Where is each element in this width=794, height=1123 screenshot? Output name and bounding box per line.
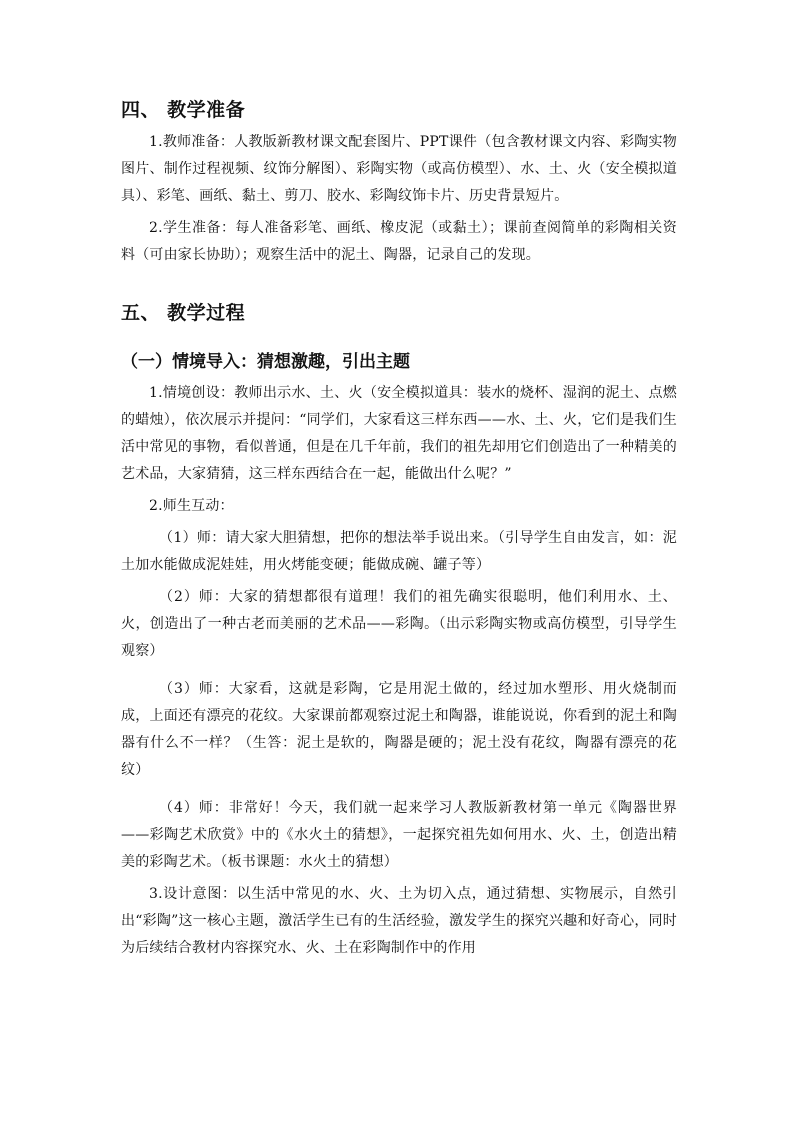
paragraph-scenario-creation: 1.情境创设：教师出示水、土、火（安全模拟道具：装水的烧杯、湿润的泥土、点燃的蜡烛），依次展示并提问：“同学们，大家看这三样东西——水、土、火，它们是我们生活中常见的事物，看似普通，但是在几千年前，我们的祖先却用它们创造出了一种精美的艺术品，大家猜猜，这三样东西结合在一起，能做出什么呢？” [121,385,677,482]
paragraph-interaction-label: 2.师生互动： [149,498,234,514]
paragraph-student-preparation: 2.学生准备：每人准备彩笔、画纸、橡皮泥（或黏土）；课前查阅简单的彩陶相关资料（可由家长协助）；观察生活中的泥土、陶器，记录自己的发现。 [121,220,677,263]
section-heading-teaching-process: 五、 教学过程 [121,302,246,324]
paragraph-teacher-preparation: 1.教师准备：人教版新教材课文配套图片、PPT课件（包含教材课文内容、彩陶实物图片、制作过程视频、纹饰分解图）、彩陶实物（或高仿模型）、水、土、火（安全模拟道具）、彩笔、画纸、黏土、剪刀、胶水、彩陶纹饰卡片、历史背景短片。 [121,134,677,204]
paragraph-interaction-1: （1）师：请大家大胆猜想，把你的想法举手说出来。（引导学生自由发言，如：泥土加水能做成泥娃娃，用火烤能变硬；能做成碗、罐子等） [121,530,677,573]
paragraph-interaction-4: （4）师：非常好！今天，我们就一起来学习人教版新教材第一单元《陶器世界——彩陶艺术欣赏》中的《水火土的猜想》，一起探究祖先如何用水、火、土，创造出精美的彩陶艺术。（板书课题：水火土的猜想） [121,800,677,870]
paragraph-design-intent: 3.设计意图：以生活中常见的水、火、土为切入点，通过猜想、实物展示，自然引出“彩陶”这一核心主题，激活学生已有的生活经验，激发学生的探究兴趣和好奇心，同时为后续结合教材内容探究水、火、土在彩陶制作中的作用 [121,886,677,956]
paragraph-interaction-2: （2）师：大家的猜想都很有道理！我们的祖先确实很聪明，他们利用水、土、火，创造出了一种古老而美丽的艺术品——彩陶。（出示彩陶实物或高仿模型，引导学生观察） [121,589,677,659]
paragraph-interaction-3: （3）师：大家看，这就是彩陶，它是用泥土做的，经过加水塑形、用火烧制而成，上面还有漂亮的花纹。大家课前都观察过泥土和陶器，谁能说说，你看到的泥土和陶器有什么不一样？（生答：泥土是软的，陶器是硬的；泥土没有花纹，陶器有漂亮的花纹） [121,681,677,778]
subsection-heading-scenario-intro: （一）情境导入：猜想激趣，引出主题 [121,352,410,372]
section-heading-teaching-preparation: 四、 教学准备 [121,99,246,121]
document-body [121,96,677,962]
